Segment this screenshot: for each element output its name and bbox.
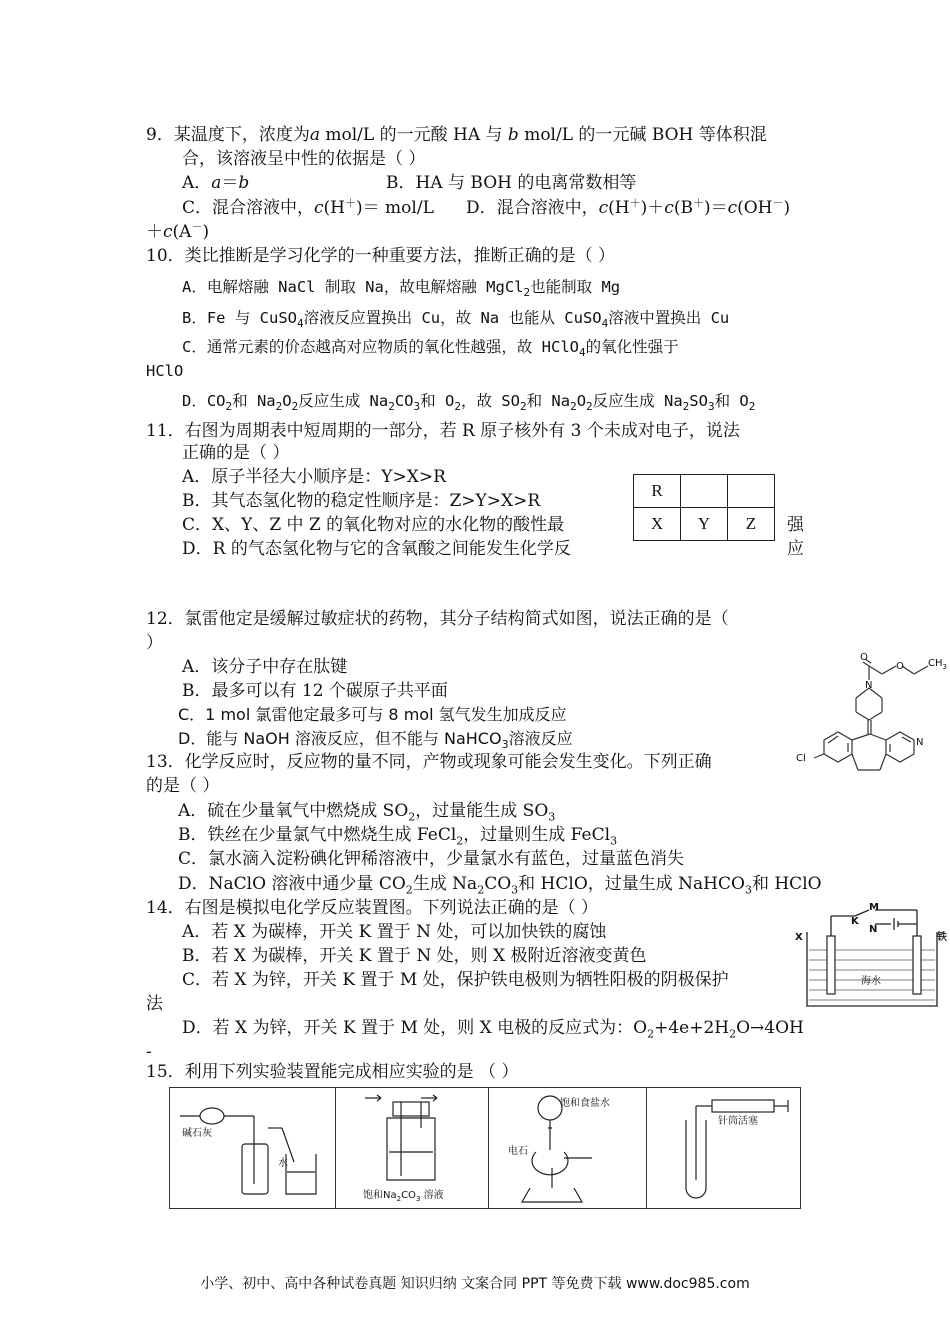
q12-stem-line2: ） bbox=[146, 633, 163, 653]
periodic-table-fragment bbox=[633, 474, 775, 541]
q13-stem-line2: 的是（ ） bbox=[146, 776, 220, 796]
syringe-plunger-label: 针筒活塞 bbox=[718, 1116, 758, 1127]
q9-option-c: C．混合溶液中，c(H＋)＝ mol/L bbox=[182, 196, 434, 218]
q10-option-a: A．电解熔融 NaCl 制取 Na，故电解熔融 MgCl$_2$也能制取 Mg bbox=[182, 278, 621, 300]
q10-stem: 10．类比推断是学习化学的一种重要方法，推断正确的是（ ） bbox=[146, 246, 616, 266]
q11-option-d-tail: 应 bbox=[787, 539, 804, 559]
x-electrode bbox=[827, 936, 835, 994]
q9-stem-line1: 9．某温度下，浓度为a mol/L 的一元酸 HA 与 b mol/L 的一元碱 BOH 等体积混 bbox=[146, 125, 767, 145]
table-cell: Y bbox=[681, 508, 728, 541]
q10-option-b: B．Fe 与 CuSO$_4$溶液反应置换出 Cu，故 Na 也能从 CuSO$_4$溶液中置换出 Cu bbox=[182, 309, 730, 331]
q10-option-c-cont: HClO bbox=[146, 362, 184, 380]
pyridine-nitrogen-label: N bbox=[916, 737, 924, 748]
table-cell bbox=[728, 475, 775, 508]
q14-option-c-cont: 法 bbox=[146, 994, 163, 1014]
apparatus-cell-1 bbox=[170, 1088, 336, 1208]
q14-option-a: A．若 X 为碳棒，开关 K 置于 N 处，可以加快铁的腐蚀 bbox=[182, 922, 607, 942]
q14-option-d-cont: - bbox=[146, 1042, 152, 1062]
q12-option-c: C．1 mol 氯雷他定最多可与 8 mol 氢气发生加成反应 bbox=[178, 705, 567, 724]
soda-lime-label: 碱石灰 bbox=[182, 1128, 212, 1139]
q13-stem-line1: 13．化学反应时，反应物的量不同，产物或现象可能会发生变化。下列正确 bbox=[146, 752, 712, 772]
q9-option-b: B．HA 与 BOH 的电离常数相等 bbox=[386, 173, 637, 193]
electrode-fe-label: 铁 bbox=[937, 932, 947, 943]
apparatus-cell-3 bbox=[488, 1088, 647, 1208]
q14-option-d: D．若 X 为锌，开关 K 置于 M 处，则 X 电极的反应式为：$O_2+4e+2H_2O\to 4OH$ bbox=[182, 1018, 804, 1041]
nitrogen-label: N bbox=[865, 680, 873, 691]
q11-option-d: D．R 的气态氢化物与它的含氧酸之间能发生化学反 bbox=[182, 539, 571, 559]
table-cell: R bbox=[634, 475, 681, 508]
syringe-test-tube bbox=[646, 1088, 800, 1208]
q11-stem-line1: 11．右图为周期表中短周期的一部分，若 R 原子核外有 3 个未成对电子，说法 bbox=[146, 421, 740, 441]
q13-option-d: D．NaClO 溶液中通少量 $CO_2$生成 $Na_2CO_3$和 HClO，过量生成 NaHCO$_3$和 HClO bbox=[178, 874, 822, 897]
chlorine-label: Cl bbox=[796, 753, 806, 764]
q14-stem: 14．右图是模拟电化学反应装置图。下列说法正确的是（ ） bbox=[146, 898, 599, 918]
table-row bbox=[634, 475, 775, 508]
terminal-n-label: N bbox=[869, 924, 878, 935]
q9-option-d: D．混合溶液中，c(H＋)＋c(B＋)＝c(OH－) bbox=[466, 196, 791, 218]
q12-option-a: A．该分子中存在肽键 bbox=[182, 657, 348, 677]
ammonia-drying-apparatus bbox=[170, 1088, 335, 1208]
q11-option-c: C．X、Y、Z 中 Z 的氧化物对应的水化物的酸性最 bbox=[182, 515, 565, 535]
terminal-m-label: M bbox=[869, 902, 879, 913]
oxygen-label: O bbox=[860, 652, 868, 663]
q12-option-d: D．能与 NaOH 溶液反应，但不能与 NaHCO$_3$溶液反应 bbox=[178, 729, 573, 752]
calcium-carbide-label: 电石 bbox=[508, 1146, 528, 1157]
loratadine-structure-figure bbox=[790, 648, 950, 778]
q13-option-a: A．硫在少量氧气中燃烧成 $SO_2$，过量能生成 $SO_3$ bbox=[178, 801, 556, 824]
q13-option-c: C．氯水滴入淀粉碘化钾稀溶液中，少量氯水有蓝色，过量蓝色消失 bbox=[178, 849, 685, 869]
acetylene-generator bbox=[488, 1088, 646, 1208]
page-footer: 小学、初中、高中各种试卷真题 知识归纳 文案合同 PPT 等免费下载 www.doc985.com bbox=[200, 1276, 750, 1292]
apparatus-cell-4 bbox=[646, 1088, 800, 1208]
apparatus-table bbox=[169, 1087, 801, 1209]
q13-option-b: B．铁丝在少量氯气中燃烧生成 FeCl$_2$，过量则生成 FeCl$_3$ bbox=[178, 825, 618, 848]
q14-option-c: C．若 X 为锌，开关 K 置于 M 处，保护铁电极则为牺牲阳极的阴极保护 bbox=[182, 970, 729, 990]
q14-option-b: B．若 X 为碳棒，开关 K 置于 N 处，则 X 极附近溶液变黄色 bbox=[182, 946, 647, 966]
q10-option-c: C．通常元素的价态越高对应物质的氧化性越强，故 HClO$_4$的氧化性强于 bbox=[182, 338, 679, 360]
apparatus-cell-2 bbox=[335, 1088, 489, 1208]
sodium-carbonate-label: 饱和$Na_2CO_3$ 溶液 bbox=[363, 1190, 444, 1203]
q10-option-d: D．$CO_2$和 $Na_2O_2$反应生成 $Na_2CO_3$和 $O_2$，故 $SO_2$和 $Na_2O_2$反应生成 $Na_2SO_3$和 $O_2$ bbox=[182, 392, 756, 414]
water-label: 水 bbox=[278, 1158, 288, 1169]
electrode-x-label: X bbox=[795, 932, 803, 943]
q11-stem-line2: 正确的是（ ） bbox=[182, 443, 290, 463]
seawater-label: 海水 bbox=[861, 976, 881, 987]
q9-stem-line2: 合，该溶液呈中性的依据是（ ） bbox=[182, 149, 426, 169]
q11-option-a: A．原子半径大小顺序是：Y>X>R bbox=[182, 467, 446, 487]
table-row bbox=[634, 508, 775, 541]
switch-k-label: K bbox=[851, 916, 859, 927]
q11-option-c-tail: 强 bbox=[787, 515, 804, 535]
table-cell: Z bbox=[728, 508, 775, 541]
table-cell bbox=[681, 475, 728, 508]
q11-option-b: B．其气态氢化物的稳定性顺序是：Z>Y>X>R bbox=[182, 491, 541, 511]
q12-option-b: B．最多可以有 12 个碳原子共平面 bbox=[182, 681, 448, 701]
q9-option-a: A．a＝b bbox=[182, 173, 250, 193]
methyl-label: $CH_3$ bbox=[928, 658, 947, 671]
saturated-brine-label: 饱和食盐水 bbox=[560, 1098, 610, 1109]
q15-stem: 15．利用下列实验装置能完成相应实验的是 （ ） bbox=[146, 1062, 519, 1082]
iron-electrode bbox=[913, 936, 921, 994]
gas-washing-bottle bbox=[335, 1088, 488, 1208]
oxygen-label: O bbox=[896, 661, 904, 672]
electrochemistry-apparatus-figure bbox=[795, 902, 950, 1012]
table-cell: X bbox=[634, 508, 681, 541]
q9-option-d-cont: ＋c(A－) bbox=[146, 220, 210, 242]
q12-stem-line1: 12．氯雷他定是缓解过敏症状的药物，其分子结构简式如图，说法正确的是（ bbox=[146, 609, 729, 629]
